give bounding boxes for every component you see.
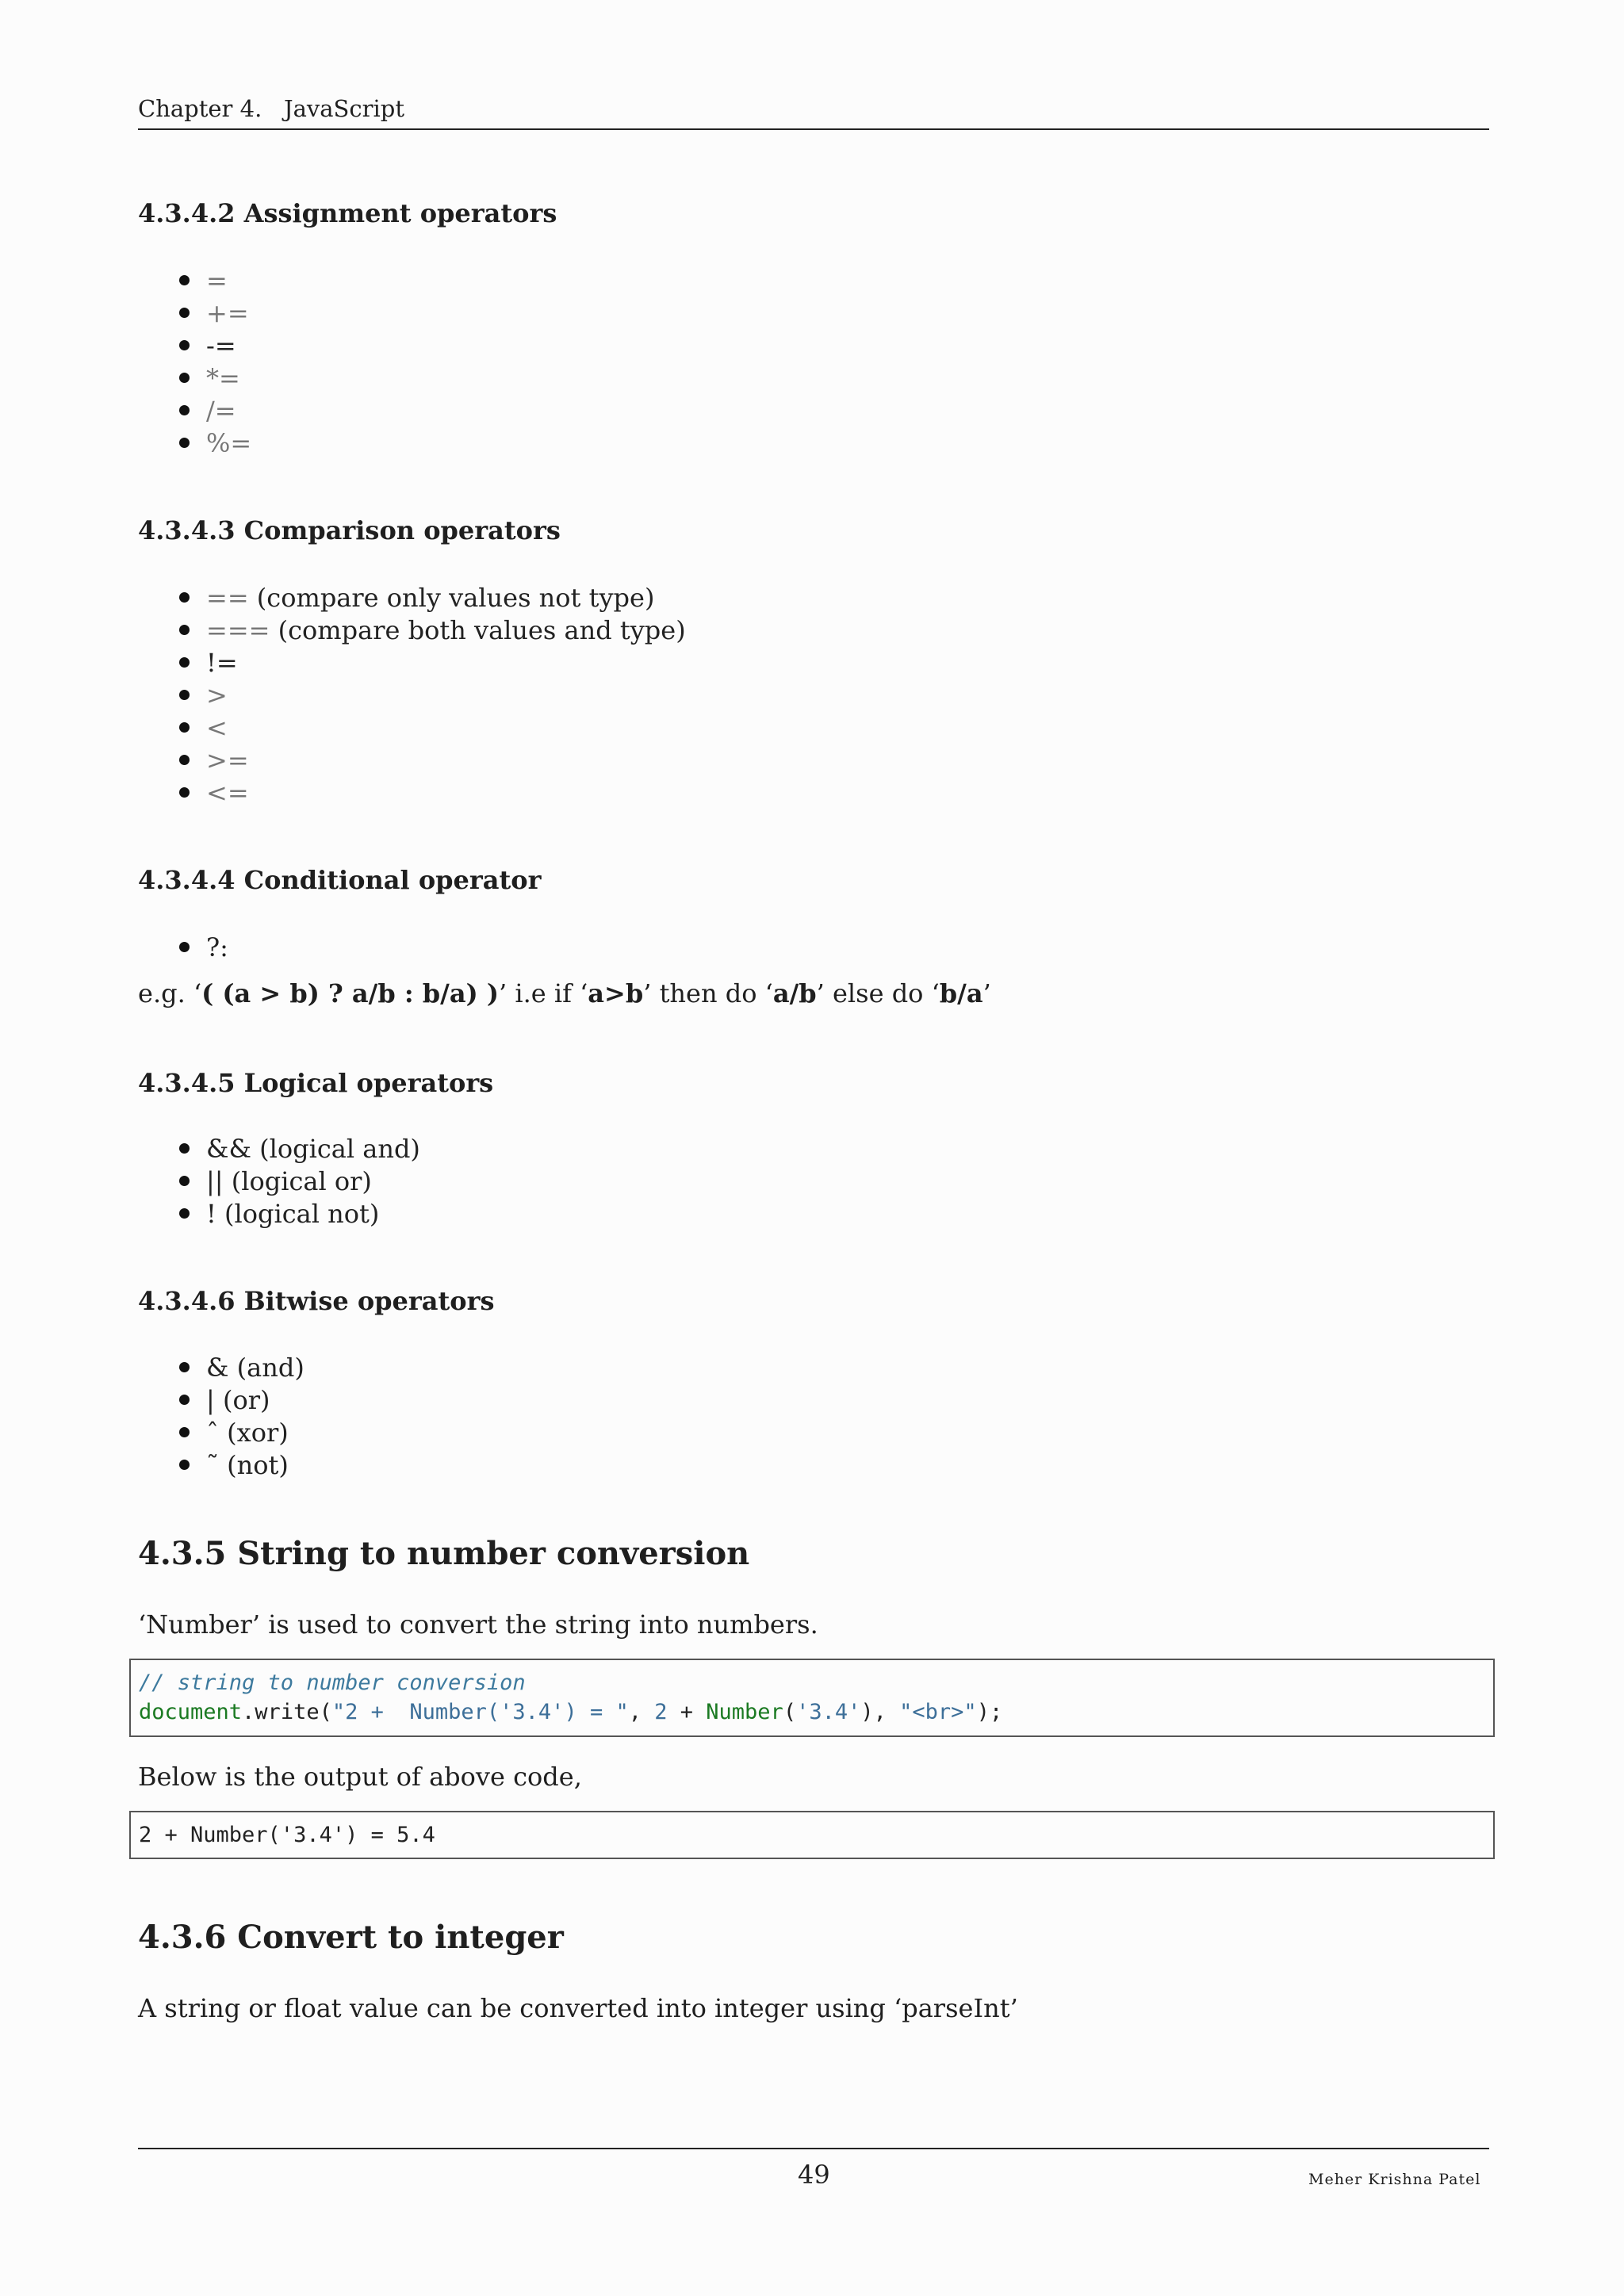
code-comment: // string to number conversion — [139, 1670, 526, 1695]
list-item — [178, 427, 251, 460]
code-token: ), — [860, 1700, 900, 1724]
code-token: "<br>" — [899, 1700, 977, 1724]
list-item — [178, 744, 686, 777]
list-item — [178, 1417, 304, 1449]
section-heading-logical: 4.3.4.5 Logical operators — [138, 1068, 494, 1098]
operator-text: ˜ (not) — [206, 1450, 289, 1480]
code-token: "2 + Number('3.4') = " — [331, 1700, 629, 1724]
example-text: e.g. ‘ — [138, 978, 202, 1008]
output-text: 2 + Number('3.4') = 5.4 — [139, 1823, 435, 1847]
list-item — [178, 777, 686, 809]
operator-text: ?: — [206, 932, 228, 962]
comparison-operator-list — [178, 582, 686, 809]
list-item — [178, 297, 251, 330]
assignment-operator-list — [178, 265, 251, 460]
operator-text: & (and) — [206, 1353, 304, 1383]
operator-text: > — [206, 680, 228, 710]
list-item — [178, 1165, 420, 1198]
example-text: ’ — [982, 978, 991, 1008]
code-token: '3.4' — [796, 1700, 861, 1724]
operator-text: <= — [206, 778, 249, 808]
list-item — [178, 614, 686, 647]
section-heading-string-to-number: 4.3.5 String to number conversion — [138, 1535, 750, 1572]
page-number: 49 — [798, 2160, 830, 2190]
output-block — [129, 1811, 1495, 1859]
list-item — [178, 1384, 304, 1417]
code-token: 2 — [654, 1700, 668, 1724]
list-item — [178, 395, 251, 427]
section-heading-assignment: 4.3.4.2 Assignment operators — [138, 198, 557, 228]
operator-text: ˆ (xor) — [206, 1418, 289, 1448]
operator-description: (compare both values and type) — [270, 615, 686, 645]
section-heading-comparison: 4.3.4.3 Comparison operators — [138, 515, 561, 545]
running-header — [138, 95, 404, 122]
operator-text: -= — [206, 331, 236, 361]
section-heading-bitwise: 4.3.4.6 Bitwise operators — [138, 1286, 495, 1316]
list-item — [178, 647, 686, 679]
operator-text: *= — [206, 363, 240, 393]
example-text: ’ then do ‘ — [643, 978, 773, 1008]
section-heading-conditional: 4.3.4.4 Conditional operator — [138, 865, 542, 895]
list-item — [178, 362, 251, 395]
author-name: Meher Krishna Patel — [1308, 2171, 1481, 2188]
list-item — [178, 932, 228, 964]
list-item — [178, 582, 686, 614]
example-else: b/a — [939, 978, 983, 1008]
example-then: a/b — [772, 978, 817, 1008]
list-item — [178, 330, 251, 362]
operator-text: += — [206, 298, 249, 328]
code-token: + — [667, 1700, 707, 1724]
code-token: ); — [976, 1700, 1003, 1724]
list-item — [178, 1352, 304, 1384]
logical-operator-list — [178, 1133, 420, 1230]
example-condition: a>b — [588, 978, 644, 1008]
chapter-title: JavaScript — [283, 95, 405, 122]
convert-integer-intro: A string or float value can be converted into integer using ‘parseInt’ — [138, 1993, 1018, 2023]
code-token: .write( — [242, 1700, 332, 1724]
footer-rule — [138, 2148, 1489, 2149]
operator-text: = — [206, 266, 228, 296]
bitwise-operator-list — [178, 1352, 304, 1482]
operator-text: | (or) — [206, 1385, 270, 1415]
operator-text: === — [206, 615, 270, 645]
operator-text: %= — [206, 428, 252, 458]
example-text: ’ i.e if ‘ — [499, 978, 588, 1008]
operator-text: || (logical or) — [206, 1166, 372, 1196]
operator-text: && (logical and) — [206, 1134, 420, 1164]
operator-text: == — [206, 583, 249, 613]
header-rule — [138, 128, 1489, 130]
code-token: Number — [706, 1700, 783, 1724]
list-item — [178, 1198, 420, 1230]
list-item — [178, 712, 686, 744]
operator-text: != — [206, 648, 238, 678]
operator-text: >= — [206, 745, 249, 775]
code-token: ( — [783, 1700, 797, 1724]
list-item — [178, 1449, 304, 1482]
operator-text: ! (logical not) — [206, 1199, 380, 1229]
code-block — [129, 1659, 1495, 1737]
operator-description: (compare only values not type) — [248, 583, 655, 613]
operator-text: < — [206, 713, 228, 743]
code-token: , — [628, 1700, 655, 1724]
conditional-example — [138, 978, 991, 1008]
list-item — [178, 679, 686, 712]
operator-text: /= — [206, 396, 236, 426]
code-line — [131, 1697, 1493, 1727]
list-item — [178, 1133, 420, 1165]
chapter-label: Chapter 4. — [138, 95, 262, 122]
code-token: document — [139, 1700, 243, 1724]
example-expression: ( (a > b) ? a/b : b/a) ) — [201, 978, 500, 1008]
section-heading-convert-integer: 4.3.6 Convert to integer — [138, 1919, 564, 1956]
string-to-number-intro: ‘Number’ is used to convert the string into numbers. — [138, 1609, 818, 1640]
conditional-operator-list — [178, 932, 228, 964]
output-intro: Below is the output of above code, — [138, 1762, 582, 1792]
list-item — [178, 265, 251, 297]
example-text: ’ else do ‘ — [816, 978, 940, 1008]
